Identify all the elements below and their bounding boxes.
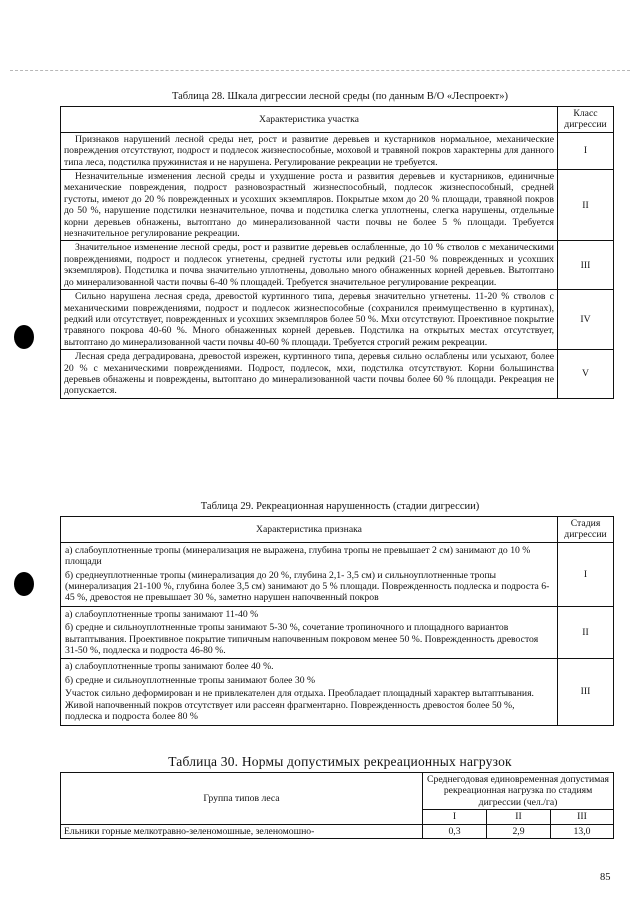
table30 [60,772,614,839]
table30-col-group: Группа типов леса [61,773,423,825]
scan-margin-line [10,70,630,71]
table29-col-characteristic: Характеристика признака [61,517,558,543]
table28-row4-class: IV [558,290,614,350]
table29-row2-stage: II [558,606,614,659]
table30-stage-3: III [551,810,614,824]
table29-row1-item-b: б) среднеуплотненные тропы (минерализация до 20 %, глубина 2,1- 3,5 см) и сильноуплотненные тропы (минерализация 21-100 %, глубина более 3,5 см) занимают до 5 % площади. Поврежденность подлеска и подроста 6-45 %, древостоя не превышает 30 %, заметно нарушен напочвенный покров [65,569,550,604]
table29-row2-item-a: а) слабоуплотненные тропы занимают 11-40 % [65,608,259,620]
table30-row1-group: Ельники горные мелкотравно-зеленомошные, зеленомошно- [61,824,423,838]
binder-hole-top [14,325,34,349]
table30-col-load: Среднегодовая единовременная допустимая рекреационная нагрузка по стадиям дигрессии (чел./га) [423,773,614,810]
page-number: 85 [600,872,611,883]
table29-row2-item-b: б) средне и сильноуплотненные тропы занимают 5-30 %, сочетание тропиночного и площадного вариантов вытаптывания. Проективное покрытие типичным напочвенным покровом менее 50 %. Поврежденность древостоя 31-50 %, подлеска и подроста 46-80 %. [65,622,539,657]
binder-hole-bottom [14,572,34,596]
table28-row2-class: II [558,170,614,241]
table28-row1-class: I [558,132,614,169]
table-row [61,290,614,350]
table28-row5-text: Лесная среда деградирована, древостой изрежен, куртинного типа, деревья сильно ослаблены или усыхают, более 20 % с механическими повреждениями. Подрост, подлесок, мхи, подстилка отсутствуют. Корни большинства деревьев обнажены и повреждены, вытоптано до минерализованной части почвы более 60 % площади. Рекреация не допускается. [61,350,558,399]
table30-row1-value-1: 0,3 [423,824,487,838]
table29-row3-item-c: Участок сильно деформирован и не привлекателен для отдыха. Преобладает площадный характер вытаптывания. Живой напочвенный покров отсутствует или рассеян фрагментарно. Поврежденность древостоя более 50 %, подлеска и подроста более 80 % [65,688,534,723]
table29-header-row [61,517,614,543]
table-row [61,132,614,169]
table28-row3-text: Значительное изменение лесной среды, рост и развитие деревьев ослабленные, до 10 % стволов с механическими повреждениями, подрост и подлесок угнетены, средней густоты или редкий (21-50 % поврежденных и усохших экземпляров). Подстилка и почва значительно уплотнены, довольно много обнаженных корней деревьев. Вытоптано до минерализованной части почвы 6-40 % площадей. Требуется значительное регулирование рекреации. [61,241,558,290]
table28-row2-text: Незначительные изменения лесной среды и ухудшение роста и развития деревьев и кустарников, единичные механические повреждения, подрост разновозрастный жизнеспособный, подлесок жизнеспособный, средней густоты, имеют до 20 % поврежденных и усохших экземпляров. Покрытые мхом до 20 % площади, травяной покров до 50 %, нарушение подстилки незначительное, почва и подстилка слегка уплотнены, слегка нарушены, отдельные корни деревьев обнажены, вытоптано до минерализованной части почвы не более 5 % площади. Требуется незначительное регулирование рекреации. [61,170,558,241]
table-row [61,241,614,290]
table29-row3-text [61,659,558,725]
table-row [61,170,614,241]
table28-row5-class: V [558,350,614,399]
table29-row2-text [61,606,558,659]
table28-col-class: Класс дигрессии [558,107,614,133]
table30-stage-1: I [423,810,487,824]
table29-row1-stage: I [558,542,614,606]
table29-row1-item-a: а) слабоуплотненные тропы (минерализация не выражена, глубина тропы не превышает 2 см) занимают до 10 % площади [65,544,531,568]
table29-col-stage: Стадия дигрессии [558,517,614,543]
table30-stage-2: II [487,810,551,824]
table30-header-row [61,773,614,810]
table29 [60,516,614,726]
table-row [61,542,614,606]
table28-header-row [61,107,614,133]
table28-caption: Таблица 28. Шкала дигрессии лесной среды (по данным В/О «Леспроект») [171,91,508,102]
table28 [60,106,614,399]
table28-row1-text: Признаков нарушений лесной среды нет, рост и развитие деревьев и кустарников нормальное, механические повреждения отсутствуют, подрост и подлесок жизнеспособные, моховой и травяной покров характерны для данного типа леса, подстилка пружинистая и не нарушена. Регулирование рекреации не требуется. [61,132,558,169]
table29-row1-text [61,542,558,606]
table29-row3-item-b: б) средне и сильноуплотненные тропы занимают более 30 % [65,674,316,686]
table-row [61,659,614,725]
table29-caption: Таблица 29. Рекреационная нарушенность (стадии дигрессии) [200,501,480,512]
table30-row1-value-2: 2,9 [487,824,551,838]
table28-row3-class: III [558,241,614,290]
table28-row4-text: Сильно нарушена лесная среда, древостой куртинного типа, деревья значительно угнетены. 11-20 % стволов с механическими повреждениями, подрост и подлесок жизнеспособные (сохранился преимущественно в куртинах), редкий или отсутствует, поврежденных и усохших экземпляров более 50 %. Мхи отсутствуют. Проективное покрытие травяного покрова 40-60 %. Много обнаженных корней деревьев. Подстилка на открытых местах отсутствует, вытоптано до минерализованной части почвы 40-60 % площади. Требуется строгий режим рекреации. [61,290,558,350]
table29-row3-stage: III [558,659,614,725]
table-row [61,606,614,659]
table29-row3-item-a: а) слабоуплотненные тропы занимают более 40 %. [65,661,274,673]
table28-col-characteristic: Характеристика участка [61,107,558,133]
table30-caption: Таблица 30. Нормы допустимых рекреационных нагрузок [168,754,512,769]
table-row [61,824,614,838]
table-row [61,350,614,399]
table30-row1-value-3: 13,0 [551,824,614,838]
